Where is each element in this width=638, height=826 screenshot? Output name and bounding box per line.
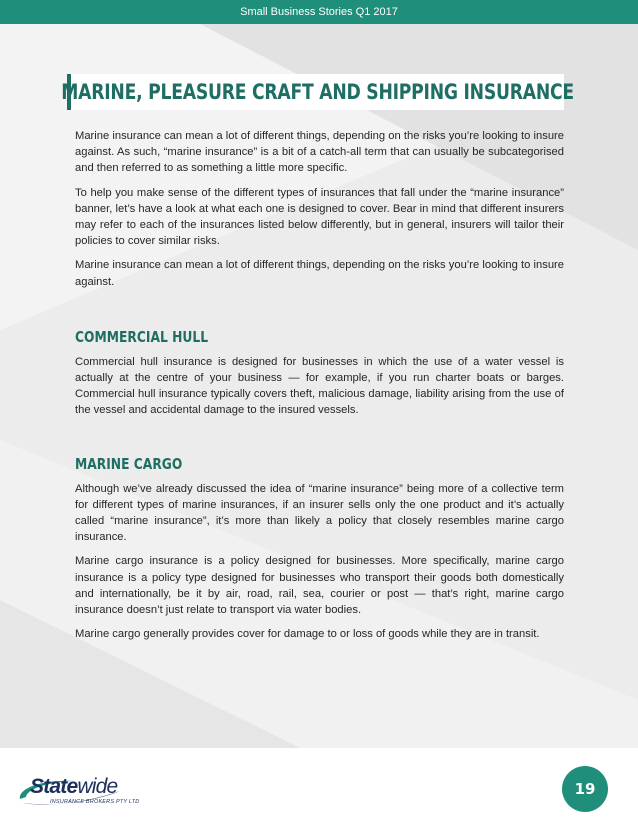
section-paragraph: Commercial hull insurance is designed for businesses in which the use of a water vessel is actually at the centre of your business — for example, if you run charter boats or barges. Commercial hull insurance typically covers theft, malicious damage, liability arising from the use of the vessel and accidental damage to the insured vessels.: [75, 355, 564, 417]
article: [61, 74, 574, 650]
section-commercial-hull: [75, 328, 564, 419]
page-title: MARINE, PLEASURE CRAFT AND SHIPPING INSURANCE: [61, 80, 574, 104]
section-heading: MARINE CARGO: [75, 454, 183, 473]
logo-subtitle: INSURANCE BROKERS PTY LTD: [50, 799, 140, 805]
header-text: Small Business Stories Q1 2017: [240, 6, 398, 18]
footer: [0, 748, 638, 826]
intro: [75, 128, 564, 290]
header-bar: [0, 0, 638, 24]
section-paragraph: Although we’ve already discussed the idea of “marine insurance” being more of a collective term for different types of marine insurances, if an insurer sells only the one product and it’s actually called “marine insurance”, it’s more than likely a policy that closely resembles marine cargo insurance.: [75, 482, 564, 544]
page-number: 19: [562, 766, 608, 812]
section-marine-cargo: [75, 455, 564, 643]
section-paragraph: Marine cargo generally provides cover for damage to or loss of goods while they are in transit.: [75, 628, 540, 641]
section-heading: COMMERCIAL HULL: [75, 327, 209, 346]
section-paragraph: Marine cargo insurance is a policy designed for businesses. More specifically, marine cargo insurance is a policy type designed for businesses who transport their goods both domestically and internationally, be it by air, road, rail, sea, courier or post — that’s right, marine cargo insurance doesn’t just relate to transport via water bodies.: [75, 555, 564, 617]
intro-paragraph: To help you make sense of the different types of insurances that fall under the “marine insurance” banner, let’s have a look at what each one is designed to cover. Bear in mind that different insurers may refer to each of the insurances listed below differently, but in general, insurers will tailor their policies to cover similar risks.: [75, 186, 564, 248]
statewide-logo: [16, 775, 140, 809]
title-banner: [61, 74, 574, 110]
intro-paragraph: Marine insurance can mean a lot of different things, depending on the risks you’re looking to insure against.: [75, 259, 564, 288]
logo-wordmark: Statewide: [30, 775, 118, 798]
intro-paragraph: Marine insurance can mean a lot of different things, depending on the risks you’re looking to insure against. As such, “marine insurance” is a bit of a catch-all term that can usually be subcategorised and then referred to as something a little more specific.: [75, 130, 564, 175]
